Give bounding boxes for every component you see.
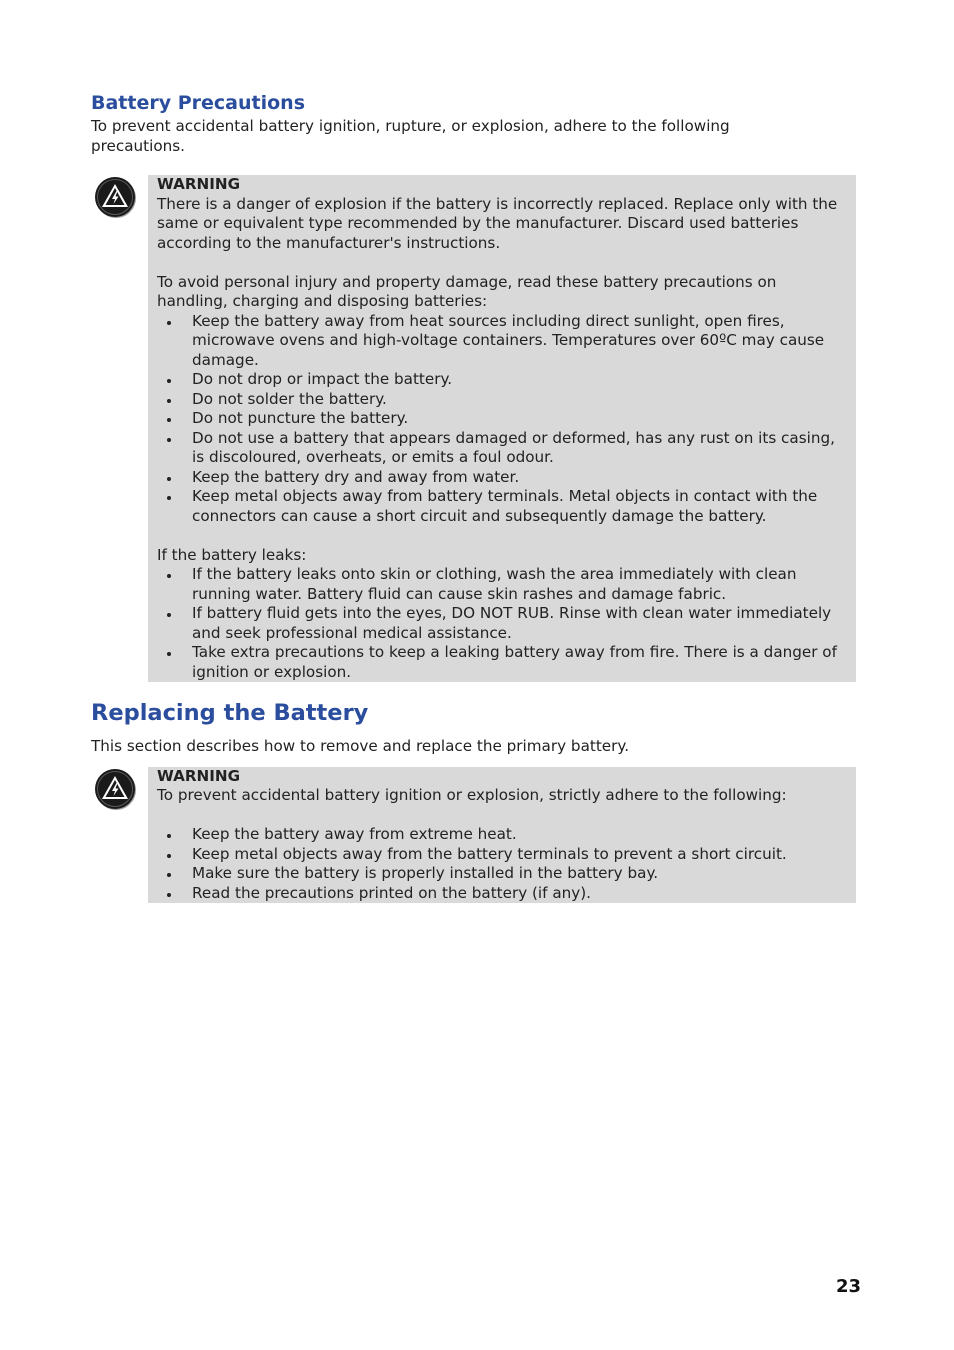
replacing-battery-heading: Replacing the Battery (91, 700, 369, 726)
replacing-warning-text: To prevent accidental battery ignition or explosion, strictly adhere to the following: (157, 786, 787, 804)
replacing-intro: This section describes how to remove and replace the primary battery. (91, 737, 630, 755)
list-item: Do not solder the battery. (157, 390, 844, 410)
list-item: Keep the battery away from extreme heat. (157, 825, 844, 845)
precautions-warning (91, 175, 857, 682)
replacing-warning-box (148, 767, 856, 904)
precautions-warning-box (148, 175, 856, 682)
battery-precautions-heading: Battery Precautions (91, 92, 306, 114)
precautions-list (157, 312, 844, 527)
page-content (91, 90, 857, 903)
list-item: If the battery leaks onto skin or clothing, wash the area immediately with clean running water. Battery fluid can cause skin rashes and damage fabric. (157, 565, 844, 604)
list-item: Do not puncture the battery. (157, 409, 844, 429)
list-item: Keep the battery away from heat sources including direct sunlight, open fires, microwave ovens and high-voltage containers. Temperatures over 60ºC may cause damage. (157, 312, 844, 371)
list-item: Do not drop or impact the battery. (157, 370, 844, 390)
list-item: Read the precautions printed on the battery (if any). (157, 884, 844, 904)
warning-title: WARNING (157, 175, 241, 193)
leak-intro: If the battery leaks: (157, 545, 307, 564)
replacing-list (157, 825, 844, 903)
list-item: Take extra precautions to keep a leaking battery away from fire. There is a danger of ignition or explosion. (157, 643, 844, 682)
list-item: If battery fluid gets into the eyes, DO NOT RUB. Rinse with clean water immediately and seek professional medical assistance. (157, 604, 844, 643)
list-item: Keep the battery dry and away from water. (157, 468, 844, 488)
replacing-warning (91, 767, 857, 904)
warning-icon (93, 767, 137, 811)
page-number: 23 (836, 1276, 862, 1297)
list-item: Make sure the battery is properly installed in the battery bay. (157, 864, 844, 884)
warning-text-2: To avoid personal injury and property damage, read these battery precautions on handling, charging and disposing batteries: (157, 272, 777, 310)
list-item: Keep metal objects away from battery terminals. Metal objects in contact with the connectors can cause a short circuit and subsequently damage the battery. (157, 487, 844, 526)
warning-icon (93, 175, 137, 219)
precautions-intro: To prevent accidental battery ignition, rupture, or explosion, adhere to the following precautions. (91, 117, 730, 155)
leak-list (157, 565, 844, 682)
warning-title: WARNING (157, 766, 241, 785)
list-item: Do not use a battery that appears damaged or deformed, has any rust on its casing, is discoloured, overheats, or emits a foul odour. (157, 429, 844, 468)
list-item: Keep metal objects away from the battery terminals to prevent a short circuit. (157, 845, 844, 865)
warning-text-1: There is a danger of explosion if the battery is incorrectly replaced. Replace only with the same or equivalent type recommended by the manufacturer. Discard used batteries according to the manufacturer's instructions. (157, 194, 838, 252)
